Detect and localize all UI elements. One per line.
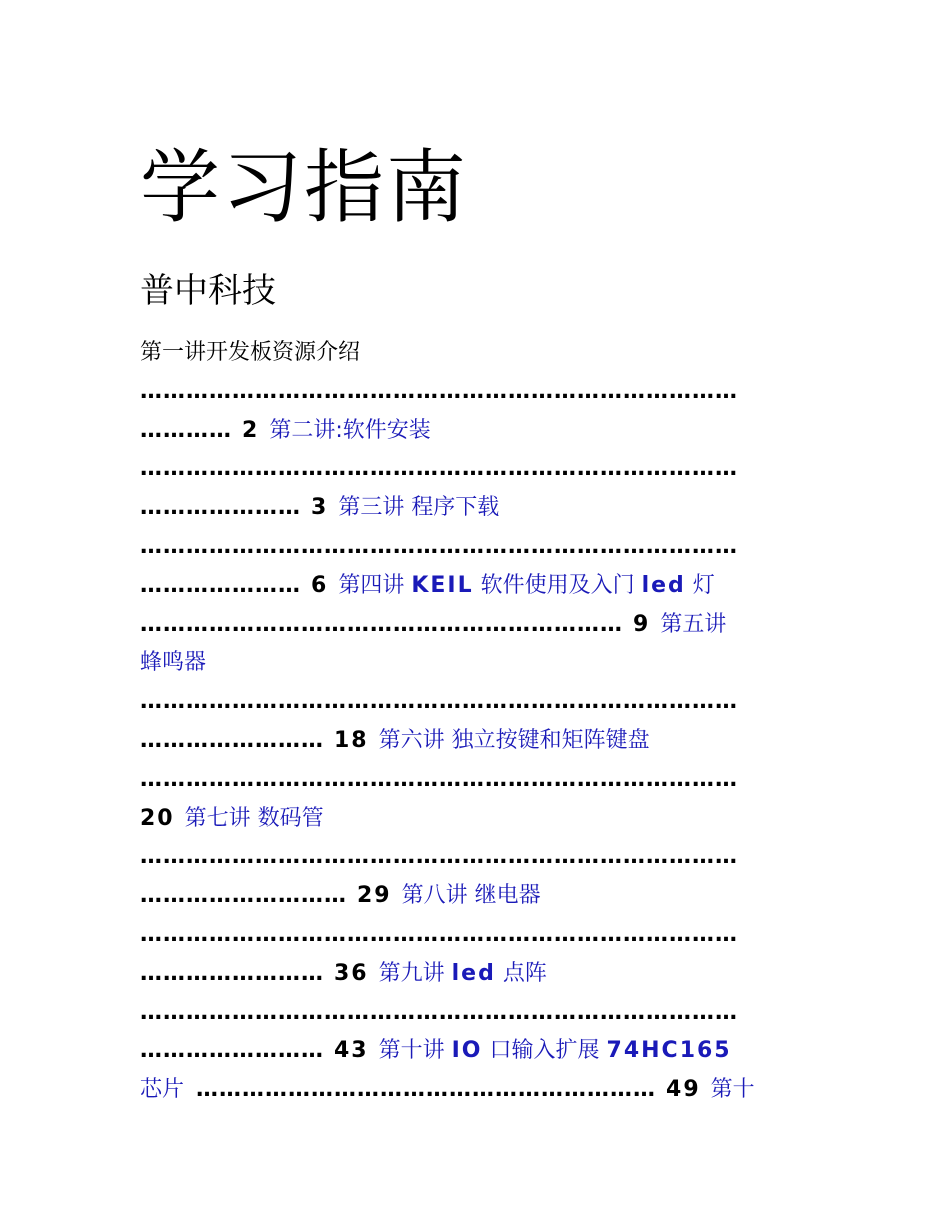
toc-link-text: 第三讲 程序下载 <box>338 495 500 521</box>
toc-link-text: 点阵 <box>495 960 547 986</box>
toc-page-number: 9 <box>633 611 651 637</box>
toc-link-text: 第九讲 <box>378 960 452 986</box>
toc-page-number: 3 <box>311 495 329 521</box>
toc-line <box>140 916 804 955</box>
toc-line <box>140 877 804 916</box>
toc-leader-dots: …………………………………………………………………… <box>140 456 738 482</box>
toc-leader-dots: …………………………………………………………………… <box>140 533 738 559</box>
toc-link-text: 蜂鸣器 <box>140 650 207 676</box>
toc-page-number: 29 <box>357 883 392 909</box>
toc-line <box>140 606 804 645</box>
toc-line <box>140 1071 804 1110</box>
toc-link-bold: led <box>641 572 686 598</box>
toc-link-text: 第六讲 独立按键和矩阵键盘 <box>378 727 650 753</box>
toc-line <box>140 955 804 994</box>
toc-leader-dots: …………………………………………………… <box>196 1077 657 1103</box>
toc-leader-dots: …………………… <box>140 727 324 753</box>
toc-link-bold: KEIL <box>411 572 474 598</box>
toc-page-number: 36 <box>334 960 369 986</box>
toc-leader-dots: …………………………………………………………………… <box>140 921 738 947</box>
toc-link[interactable] <box>379 1032 732 1071</box>
toc-line <box>140 800 804 839</box>
page-title: 学习指南 <box>140 141 468 234</box>
toc-line <box>140 412 804 451</box>
toc-leader-dots: …………………… <box>140 1038 324 1064</box>
toc-line <box>140 838 804 877</box>
toc-page-number: 2 <box>242 417 260 443</box>
toc-link-text: 口输入扩展 <box>482 1038 607 1064</box>
table-of-contents <box>140 334 804 1110</box>
toc-leader-dots: …………………………………………………………………… <box>140 378 738 404</box>
toc-link-text: 软件使用及入门 <box>473 572 642 598</box>
toc-link[interactable] <box>338 567 715 606</box>
toc-link-text: 灯 <box>685 572 715 598</box>
toc-leader-dots: …………………………………………………………………… <box>140 999 738 1025</box>
toc-link-text: 第五讲 <box>660 611 727 637</box>
toc-leader-dots: …………………………………………………………………… <box>140 844 738 870</box>
toc-leader-dots: ……………………… <box>140 883 347 909</box>
toc-line <box>140 450 804 489</box>
toc-link[interactable] <box>379 722 650 761</box>
toc-link[interactable] <box>379 955 547 994</box>
toc-line <box>140 644 804 683</box>
toc-link-text: 第四讲 <box>338 572 412 598</box>
toc-line <box>140 722 804 761</box>
toc-leader-dots: ………… <box>140 417 232 443</box>
toc-link-text: 第八讲 继电器 <box>401 883 541 909</box>
toc-line <box>140 1032 804 1071</box>
toc-leader-dots: …………………… <box>140 960 324 986</box>
toc-page-number: 49 <box>666 1077 701 1103</box>
toc-link[interactable] <box>660 606 726 645</box>
toc-leader-dots: ……………………………………………………… <box>140 611 623 637</box>
toc-line <box>140 761 804 800</box>
toc-page-number: 18 <box>334 727 369 753</box>
toc-page-number: 6 <box>311 572 329 598</box>
toc-leader-dots: …………………………………………………………………… <box>140 766 738 792</box>
toc-link-text: 第十 <box>710 1077 755 1103</box>
toc-link-text: 第七讲 数码管 <box>184 805 324 831</box>
toc-link[interactable] <box>711 1071 755 1110</box>
toc-link[interactable] <box>185 800 324 839</box>
toc-line <box>140 373 804 412</box>
toc-link[interactable] <box>140 1071 184 1110</box>
toc-line <box>140 567 804 606</box>
toc-line <box>140 528 804 567</box>
page-subtitle: 普中科技 <box>140 271 276 311</box>
toc-first-text: 第一讲开发板资源介绍 <box>140 340 361 365</box>
toc-link[interactable] <box>269 412 430 451</box>
toc-link-text: 第二讲:软件安装 <box>269 417 431 443</box>
toc-link-text: 芯片 <box>140 1077 185 1103</box>
toc-link[interactable] <box>402 877 541 916</box>
toc-link-bold: led <box>451 960 496 986</box>
toc-line <box>140 994 804 1033</box>
toc-page-number: 20 <box>140 805 175 831</box>
toc-line <box>140 683 804 722</box>
toc-link-bold: IO <box>451 1038 483 1064</box>
toc-leader-dots: ………………… <box>140 572 301 598</box>
toc-link-text: 第十讲 <box>378 1038 452 1064</box>
toc-line <box>140 489 804 528</box>
toc-link[interactable] <box>140 644 206 683</box>
toc-leader-dots: …………………………………………………………………… <box>140 689 738 715</box>
toc-first-entry <box>140 334 804 373</box>
toc-page-number: 43 <box>334 1038 369 1064</box>
toc-link[interactable] <box>338 489 499 528</box>
toc-link-bold: 74HC165 <box>606 1038 732 1064</box>
toc-leader-dots: ………………… <box>140 495 301 521</box>
